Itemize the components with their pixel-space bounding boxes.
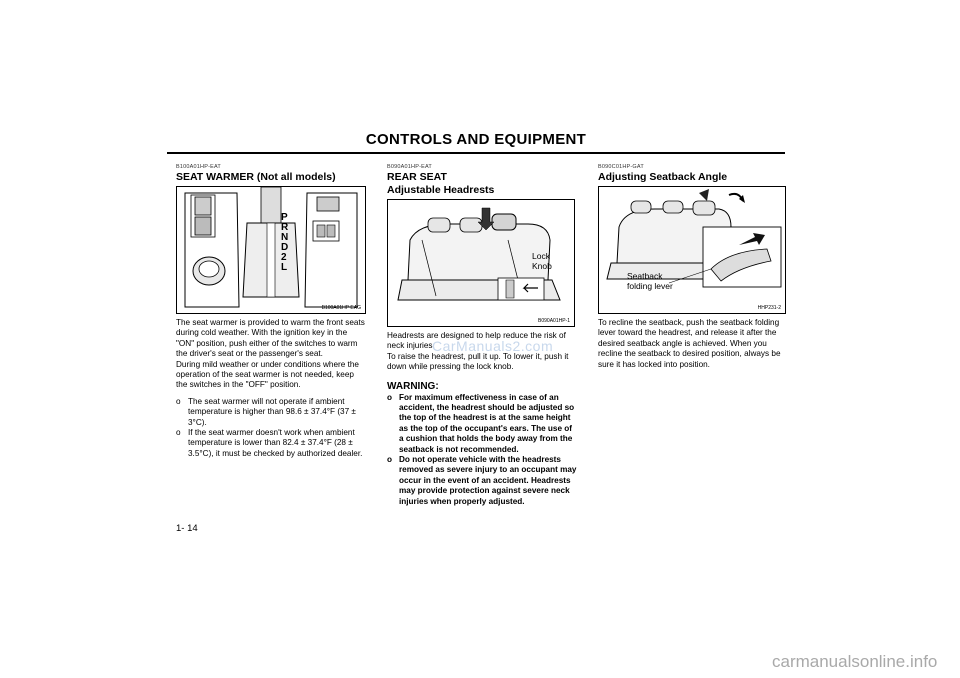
seat-warmer-figure <box>176 186 366 314</box>
section-code: B100A01HP-EAT <box>176 164 221 170</box>
section-title: Adjusting Seatback Angle <box>598 171 728 183</box>
seatback-figure <box>598 186 786 314</box>
list-item-text: If the seat warmer doesn't work when ambient temperature is lower than 82.4 ± 37.4°F (28 ± 3.5°C), it must be checked by authorized dealer. <box>188 428 363 458</box>
section-title: SEAT WARMER (Not all models) <box>176 171 336 183</box>
paragraph: Headrests are designed to help reduce the risk of neck injuries. <box>387 331 566 351</box>
section-code: B090A01HP-EAT <box>387 164 432 170</box>
seat-warmer-notes <box>176 397 366 459</box>
seat-warmer-body <box>176 318 366 391</box>
header-rule <box>167 152 785 154</box>
list-item-text: Do not operate vehicle with the headrests removed as severe injury to an occupant may occur in the event of an accident. Headrests may provide protection against severe neck injuries when properly adjusted. <box>399 455 577 506</box>
headrest-figure <box>387 199 575 327</box>
warning-list <box>387 393 577 507</box>
figure-code: HHP231-2 <box>757 305 781 311</box>
paragraph: To recline the seatback, push the seatback folding lever toward the headrest, and release it after the desired seatback angle is achieved. When you recline the seatback to desired position, always be sure it has locked into position. <box>598 318 781 369</box>
shifter-letters <box>281 213 288 273</box>
seatback-lever-label: Seatback folding lever <box>627 271 673 291</box>
paragraph: The seat warmer is provided to warm the front seats during cold weather. With the ignition key in the "ON" position, push either of the switches to warm the driver's seat or the passenger's seat. <box>176 318 365 359</box>
page-header: CONTROLS AND EQUIPMENT <box>365 131 587 148</box>
rear-seat-section <box>387 164 577 507</box>
lock-knob-label: Lock Knob <box>532 251 552 271</box>
section-title: REAR SEAT <box>387 171 447 183</box>
bullet-mark: o <box>387 455 393 465</box>
warning-title: WARNING: <box>387 380 439 392</box>
page-number: 1- 14 <box>176 523 198 534</box>
seatback-section <box>598 164 788 370</box>
list-item-text: The seat warmer will not operate if ambient temperature is higher than 98.6 ± 37.4°F (37 ± 3°C). <box>188 396 356 427</box>
paragraph: During mild weather or under conditions where the operation of the seat warmer is not needed, keep the switches in the "OFF" position. <box>176 359 359 390</box>
section-subtitle: Adjustable Headrests <box>387 184 495 196</box>
seat-warmer-section <box>176 164 366 459</box>
shift-2: 2 <box>281 252 287 263</box>
shift-p: P <box>281 212 288 223</box>
list-item <box>176 428 366 459</box>
bullet-mark: o <box>176 428 181 438</box>
watermark: CarManuals2.com <box>432 338 554 354</box>
list-item <box>176 397 366 428</box>
bullet-mark: o <box>387 392 393 402</box>
list-item <box>387 393 577 455</box>
list-item-text: For maximum effectiveness in case of an accident, the headrest should be adjusted so the top of the headrest is at the same height as the top of the occupant's ears. The use of a cushion that holds the body away from the seatback is not recommended. <box>399 392 575 454</box>
seatback-body <box>598 318 788 370</box>
section-code: B090C01HP-GAT <box>598 164 644 170</box>
list-item <box>387 455 577 507</box>
console-illustration <box>177 187 365 313</box>
shift-d: D <box>281 242 289 253</box>
bullet-mark: o <box>176 396 181 406</box>
seatback-illustration <box>599 187 785 313</box>
paragraph: To raise the headrest, pull it up. To lower it, push it down while pressing the lock knob. <box>387 351 569 372</box>
figure-code: B100A01HP EAG <box>321 305 361 311</box>
figure-code: B090A01HP-1 <box>538 318 570 324</box>
footer-watermark: carmanualsonline.info <box>772 652 938 671</box>
shift-r: R <box>281 222 289 233</box>
shift-n: N <box>281 232 289 243</box>
shift-l: L <box>281 262 288 273</box>
